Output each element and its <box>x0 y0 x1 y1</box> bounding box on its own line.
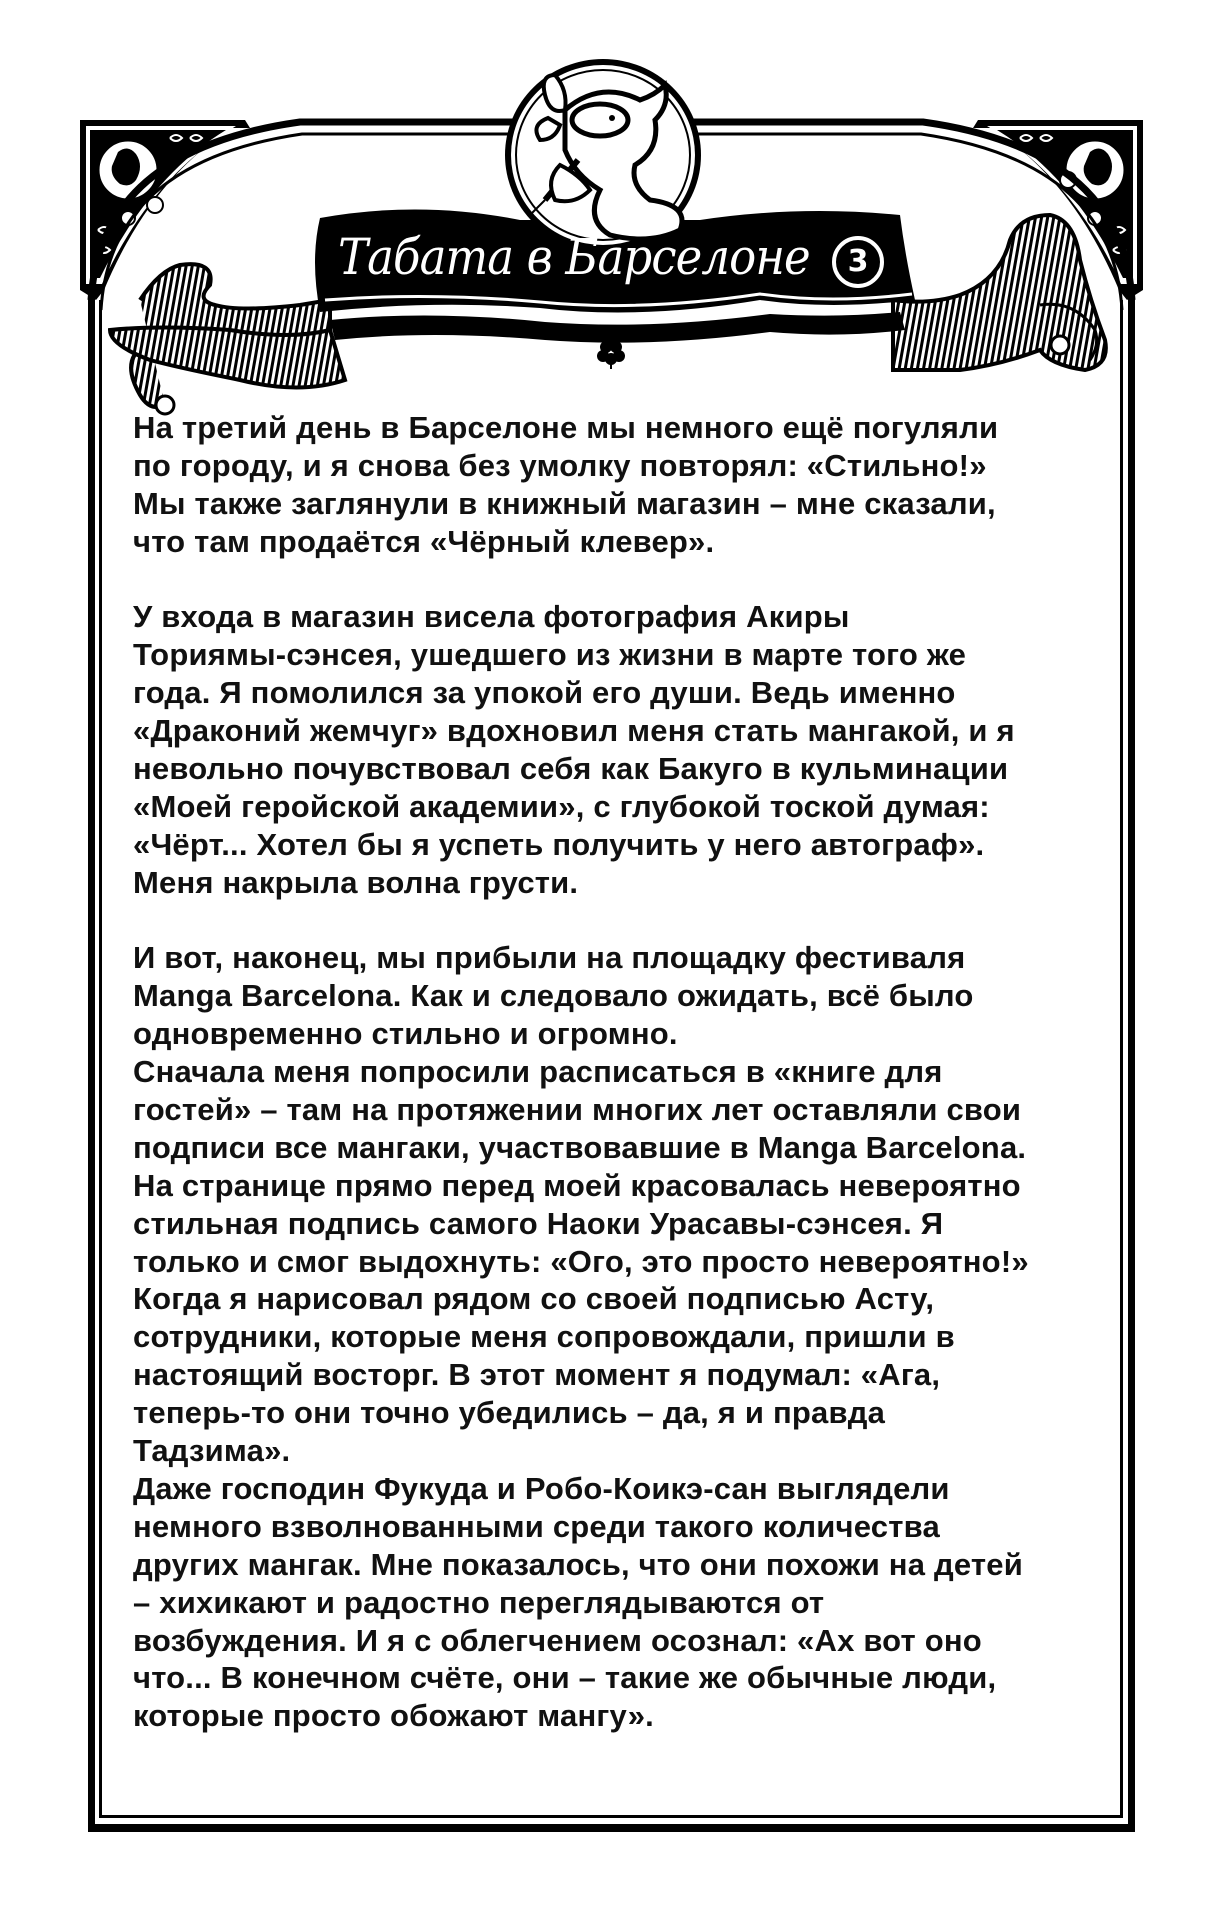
text-line: На странице прямо перед моей красовалась невероятно <box>133 1167 1021 1203</box>
paragraph-3 <box>133 939 1113 1735</box>
text-line: одновременно стильно и огромно. <box>133 1016 678 1052</box>
clover-icon <box>597 339 625 369</box>
text-line: настоящий восторг. В этот момент я подумал: «Ага, <box>133 1357 941 1393</box>
text-line: «Моей геройской академии», с глубокой тоской думая: <box>133 788 990 824</box>
text-line: возбуждения. И я с облегчением осознал: «Ах вот оно <box>133 1622 982 1658</box>
text-line: года. Я помолился за упокой его души. Ведь именно <box>133 675 956 711</box>
text-line: немного взволнованными среди такого количества <box>133 1508 940 1544</box>
text-line: У входа в магазин висела фотография Акиры <box>133 599 850 635</box>
text-line: Сначала меня попросили расписаться в «книге для <box>133 1054 943 1090</box>
paragraph-gap <box>133 902 1113 940</box>
text-line: Меня накрыла волна грусти. <box>133 864 579 900</box>
text-line: сотрудники, которые меня сопровождали, пришли в <box>133 1319 955 1355</box>
text-line: Manga Barcelona. Как и следовало ожидать, всё было <box>133 978 974 1014</box>
paragraph-1 <box>133 409 1113 561</box>
page-title: Табата в Барселоне <box>338 228 810 286</box>
text-line: подписи все мангаки, участвовавшие в Manga Barcelona. <box>133 1129 1027 1165</box>
text-line: гостей» – там на протяжении многих лет оставляли свои <box>133 1092 1022 1128</box>
text-line: И вот, наконец, мы прибыли на площадку фестиваля <box>133 940 966 976</box>
text-line: по городу, и я снова без умолку повторял: «Стильно!» <box>133 447 987 483</box>
text-line: «Чёрт... Хотел бы я успеть получить у него автограф». <box>133 826 985 862</box>
text-line: невольно почувствовал себя как Бакуго в кульминации <box>133 751 1009 787</box>
text-line: Тадзима». <box>133 1433 291 1469</box>
text-line: теперь-то они точно убедились – да, я и правда <box>133 1395 886 1431</box>
text-line: «Драконий жемчуг» вдохновил меня стать мангакой, и я <box>133 713 1015 749</box>
text-line: Мы также заглянули в книжный магазин – мне сказали, <box>133 485 996 521</box>
paragraph-2 <box>133 598 1113 901</box>
chapter-number-badge: 3 <box>832 236 884 288</box>
text-line: – хихикают и радостно переглядываются от <box>133 1584 825 1620</box>
text-line: Ториямы-сэнсея, ушедшего из жизни в марте того же <box>133 637 967 673</box>
text-line: стильная подпись самого Наоки Урасавы-сэнсея. Я <box>133 1205 944 1241</box>
text-line: Когда я нарисовал рядом со своей подписью Асту, <box>133 1281 935 1317</box>
text-line: только и смог выдохнуть: «Ого, это просто невероятно!» <box>133 1243 1029 1279</box>
text-line: что... В конечном счёте, они – такие же обычные люди, <box>133 1660 997 1696</box>
text-line: что там продаётся «Чёрный клевер». <box>133 523 715 559</box>
afterword-text <box>133 409 1113 1735</box>
text-line: которые просто обожают мангу». <box>133 1698 654 1734</box>
text-line: других мангак. Мне показалось, что они похожи на детей <box>133 1546 1023 1582</box>
text-line: Даже господин Фукуда и Робо-Коикэ-сан выглядели <box>133 1470 950 1506</box>
paragraph-gap <box>133 561 1113 599</box>
text-line: На третий день в Барселоне мы немного ещё погуляли <box>133 410 999 445</box>
